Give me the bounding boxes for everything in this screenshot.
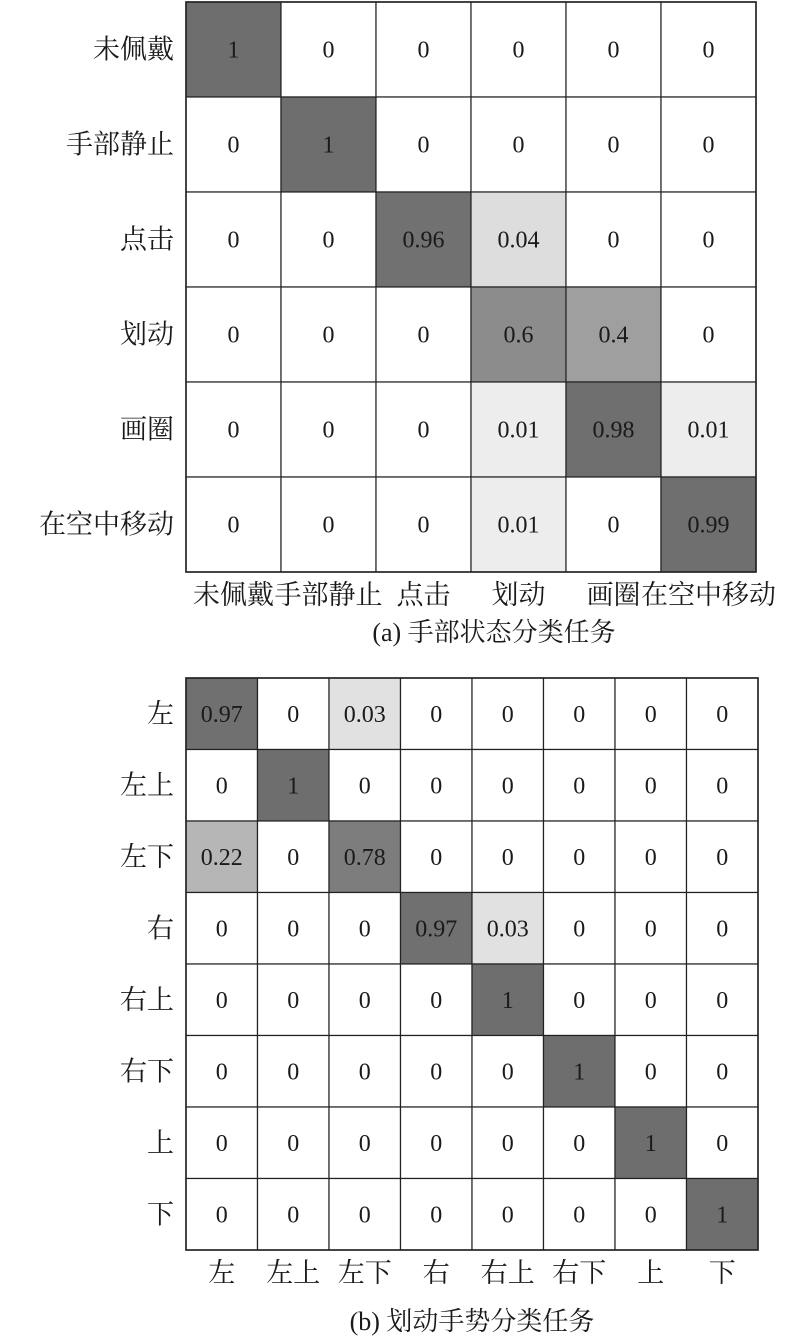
cell-value: 0 [644, 1059, 657, 1086]
row-label: 下 [147, 1199, 174, 1230]
cell-value: 0.97 [200, 701, 243, 728]
col-label: 点击 [396, 580, 451, 610]
row-label: 右 [147, 913, 174, 944]
cell-value: 0 [501, 773, 514, 800]
cell-value: 0.01 [687, 417, 730, 444]
cell-value: 0 [573, 1202, 586, 1229]
cell-value: 0 [358, 987, 371, 1014]
cell-value: 0 [417, 132, 430, 159]
col-label: 右 [422, 1258, 450, 1288]
cell-value: 0 [501, 1202, 514, 1229]
cell-value: 0 [322, 417, 335, 444]
cell-value: 0 [501, 701, 514, 728]
cell-value: 0.03 [343, 701, 386, 728]
cell-value: 0 [512, 132, 525, 159]
row-label: 上 [147, 1127, 174, 1158]
cell-value: 0 [501, 844, 514, 871]
cell-value: 0 [358, 773, 371, 800]
col-label: 划动 [491, 580, 546, 610]
cell-value: 0.97 [415, 916, 458, 943]
row-label: 右上 [120, 984, 174, 1015]
col-label: 左 [208, 1258, 236, 1288]
cell-value: 1 [501, 987, 514, 1014]
cell-value: 0 [573, 916, 586, 943]
col-label: 画圈 [586, 580, 641, 610]
cell-value: 0 [287, 916, 300, 943]
cell-value: 0 [215, 1130, 228, 1157]
cell-value: 0 [430, 1202, 443, 1229]
row-label: 点击 [120, 224, 174, 255]
cell-value: 0 [716, 773, 729, 800]
cell-value: 0 [322, 227, 335, 254]
cell-value: 0 [287, 844, 300, 871]
cell-value: 0.01 [497, 417, 540, 444]
col-label: 左下 [337, 1258, 392, 1288]
cell-value: 1 [322, 132, 335, 159]
col-label: 左上 [266, 1258, 321, 1288]
cell-value: 0 [358, 916, 371, 943]
cell-value: 0 [215, 773, 228, 800]
cell-value: 0 [227, 132, 240, 159]
row-label: 右下 [120, 1056, 174, 1087]
cell-value: 0 [287, 701, 300, 728]
cell-value: 0 [644, 844, 657, 871]
col-label: 在空中移动 [641, 580, 776, 610]
col-label: 上 [637, 1258, 665, 1288]
row-label: 划动 [120, 319, 174, 350]
cell-value: 0 [227, 227, 240, 254]
cell-value: 0.78 [343, 844, 386, 871]
col-label: 未佩戴 [193, 580, 274, 610]
cell-value: 0.04 [497, 227, 540, 254]
cell-value: 0 [430, 773, 443, 800]
cell-value: 0 [358, 1130, 371, 1157]
cell-value: 0 [573, 844, 586, 871]
cell-value: 0 [358, 1202, 371, 1229]
cell-value: 0 [287, 1059, 300, 1086]
cell-value: 0 [227, 417, 240, 444]
cell-value: 0 [607, 37, 620, 64]
cell-value: 1 [287, 773, 300, 800]
cell-value: 0 [573, 987, 586, 1014]
cell-value: 0 [417, 417, 430, 444]
cell-value: 0 [322, 322, 335, 349]
cell-value: 0 [322, 37, 335, 64]
row-label: 左 [147, 698, 174, 729]
col-label: 右下 [552, 1258, 607, 1288]
cell-value: 0.01 [497, 512, 540, 539]
confusion-matrix-b [120, 678, 758, 1288]
cell-value: 0.4 [598, 322, 629, 349]
row-label: 未佩戴 [93, 34, 174, 65]
cell-value: 0 [417, 512, 430, 539]
cell-value: 0 [702, 37, 715, 64]
cell-value: 0 [430, 844, 443, 871]
cell-value: 0 [716, 1130, 729, 1157]
cell-value: 0.96 [402, 227, 445, 254]
cell-value: 0.03 [486, 916, 529, 943]
cell-value: 0 [287, 987, 300, 1014]
row-label: 在空中移动 [39, 509, 174, 540]
cell-value: 0 [644, 916, 657, 943]
row-label: 画圈 [120, 414, 174, 445]
cell-value: 0 [215, 916, 228, 943]
cell-value: 0 [430, 987, 443, 1014]
cell-value: 0 [702, 132, 715, 159]
cell-value: 0 [322, 512, 335, 539]
cell-value: 1 [644, 1130, 657, 1157]
cell-value: 0.22 [200, 844, 243, 871]
cell-value: 0 [716, 701, 729, 728]
cell-value: 0 [430, 1130, 443, 1157]
col-label: 下 [708, 1258, 736, 1288]
cell-value: 0 [716, 844, 729, 871]
cell-value: 0 [607, 227, 620, 254]
cell-value: 0 [573, 1130, 586, 1157]
cell-value: 0.99 [687, 512, 730, 539]
cell-value: 0 [702, 227, 715, 254]
cell-value: 0 [287, 1202, 300, 1229]
cell-value: 0 [573, 701, 586, 728]
cell-value: 0 [607, 132, 620, 159]
cell-value: 0.98 [592, 417, 635, 444]
cell-value: 0 [573, 773, 586, 800]
cell-value: 0 [430, 1059, 443, 1086]
cell-value: 0 [227, 322, 240, 349]
cell-value: 0 [417, 37, 430, 64]
cell-value: 1 [573, 1059, 586, 1086]
cell-value: 0 [227, 512, 240, 539]
caption-b: (b) 划动手势分类任务 [349, 1307, 595, 1336]
row-label: 左上 [120, 770, 174, 801]
cell-value: 0 [644, 987, 657, 1014]
col-label: 右上 [480, 1258, 535, 1288]
cell-value: 0 [607, 512, 620, 539]
cell-value: 1 [227, 37, 240, 64]
cell-value: 0 [501, 1059, 514, 1086]
row-label: 左下 [120, 841, 174, 872]
col-label: 手部静止 [274, 580, 383, 610]
cell-value: 0 [512, 37, 525, 64]
cell-value: 0 [215, 1059, 228, 1086]
cell-value: 0 [644, 773, 657, 800]
cell-value: 0 [702, 322, 715, 349]
cell-value: 0 [501, 1130, 514, 1157]
cell-value: 0 [430, 701, 443, 728]
cell-value: 0.6 [503, 322, 534, 349]
cell-value: 0 [417, 322, 430, 349]
cell-value: 0 [358, 1059, 371, 1086]
cell-value: 0 [644, 1202, 657, 1229]
cell-value: 0 [215, 1202, 228, 1229]
row-label: 手部静止 [66, 129, 174, 160]
caption-a: (a) 手部状态分类任务 [372, 618, 616, 647]
confusion-matrix-a [39, 2, 776, 610]
cell-value: 0 [716, 987, 729, 1014]
cell-value: 0 [716, 916, 729, 943]
cell-value: 0 [287, 1130, 300, 1157]
cell-value: 0 [716, 1059, 729, 1086]
cell-value: 1 [716, 1202, 729, 1229]
cell-value: 0 [215, 987, 228, 1014]
cell-value: 0 [644, 701, 657, 728]
